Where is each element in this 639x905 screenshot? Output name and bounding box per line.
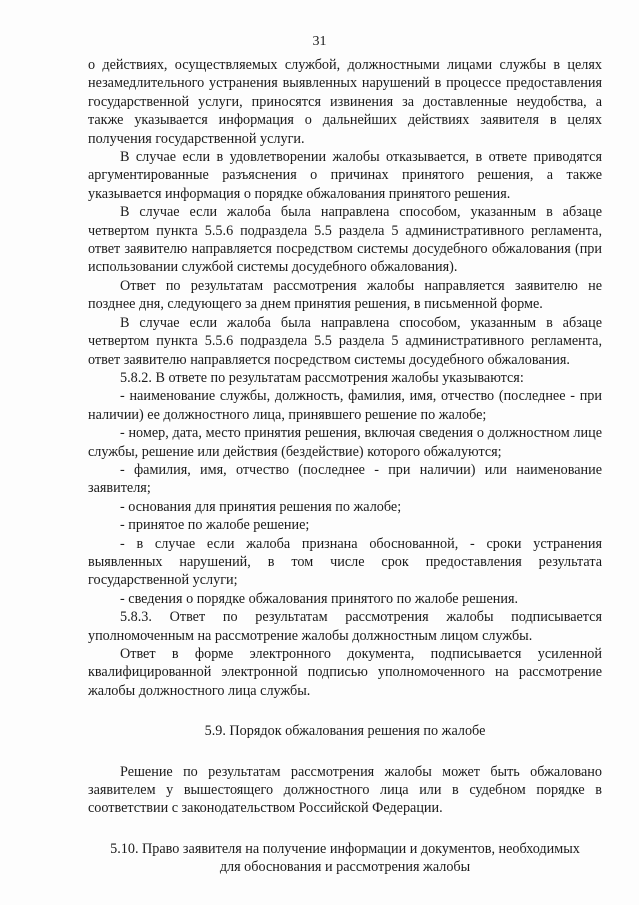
section-heading-5-9: 5.9. Порядок обжалования решения по жалобе [204, 723, 486, 740]
paragraph: 5.8.3. Ответ по результатам рассмотрения жалобы подписывается уполномоченным на рассмотрение жалобы должностным лицом службы. [88, 609, 602, 644]
list-item: - в случае если жалоба признана обоснованной, - сроки устранения выявленных нарушений, в том числе срок предоставления результата государственной услуги; [88, 535, 602, 589]
section-heading-5-10-line1: 5.10. Право заявителя на получение информации и документов, необходимых [110, 840, 580, 857]
list-item: - принятое по жалобе решение; [120, 517, 310, 534]
paragraph: В случае если в удовлетворении жалобы отказывается, в ответе приводятся аргументированные разъяснения о причинах принятого решения, а также указывается информация о порядке обжалования принятого решения. [88, 149, 602, 202]
paragraph: о действиях, осуществляемых службой, должностными лицами службы в целях незамедлительного устранения выявленных нарушений в процессе предоставления государственной услуги, приносятся извинения за доставленные неудобства, а также указывается информация о дальнейших действиях заявителя в целях получения государственной услуги. [88, 57, 602, 147]
list-item: - номер, дата, место принятия решения, включая сведения о должностном лице службы, решение или действия (бездействие) которого обжалуются; [88, 425, 602, 460]
paragraph: Ответ по результатам рассмотрения жалобы направляется заявителю не позднее дня, следующего за днем принятия решения, в письменной форме. [88, 277, 602, 313]
list-item: - наименование службы, должность, фамилия, имя, отчество (последнее - при наличии) ее должностного лица, принявшего решение по жалобе; [88, 388, 602, 423]
list-item: - основания для принятия решения по жалобе; [120, 498, 402, 515]
paragraph: В случае если жалоба была направлена способом, указанным в абзаце четвертом пункта 5.5.6 подраздела 5.5 раздела 5 административного регламента, ответ заявителю направляется посредством системы досудебного обжалования. [88, 314, 602, 368]
paragraph: Решение по результатам рассмотрения жалобы может быть обжаловано заявителем у вышестоящего должностного лица или в судебном порядке в соответствии с законодательством Российской Федерации. [88, 763, 602, 817]
page-number: 31 [312, 34, 327, 49]
paragraph: В случае если жалоба была направлена способом, указанным в абзаце четвертом пункта 5.5.6 подраздела 5.5 раздела 5 административного регламента, ответ заявителю направляется посредством системы досудебного обжалования (при использовании службой системы досудебного обжалования). [88, 204, 602, 276]
document-body [88, 56, 602, 877]
paragraph: 5.8.2. В ответе по результатам рассмотрения жалобы указываются: [120, 369, 524, 386]
list-item: - фамилия, имя, отчество (последнее - при наличии) или наименование заявителя; [88, 461, 602, 497]
section-heading-5-10-line2: для обоснования и рассмотрения жалобы [219, 859, 471, 876]
list-item: - сведения о порядке обжалования принятого по жалобе решения. [120, 590, 519, 607]
paragraph: Ответ в форме электронного документа, подписывается усиленной квалифицированной электронной подписью уполномоченного на рассмотрение жалобы должностного лица службы. [88, 646, 602, 699]
